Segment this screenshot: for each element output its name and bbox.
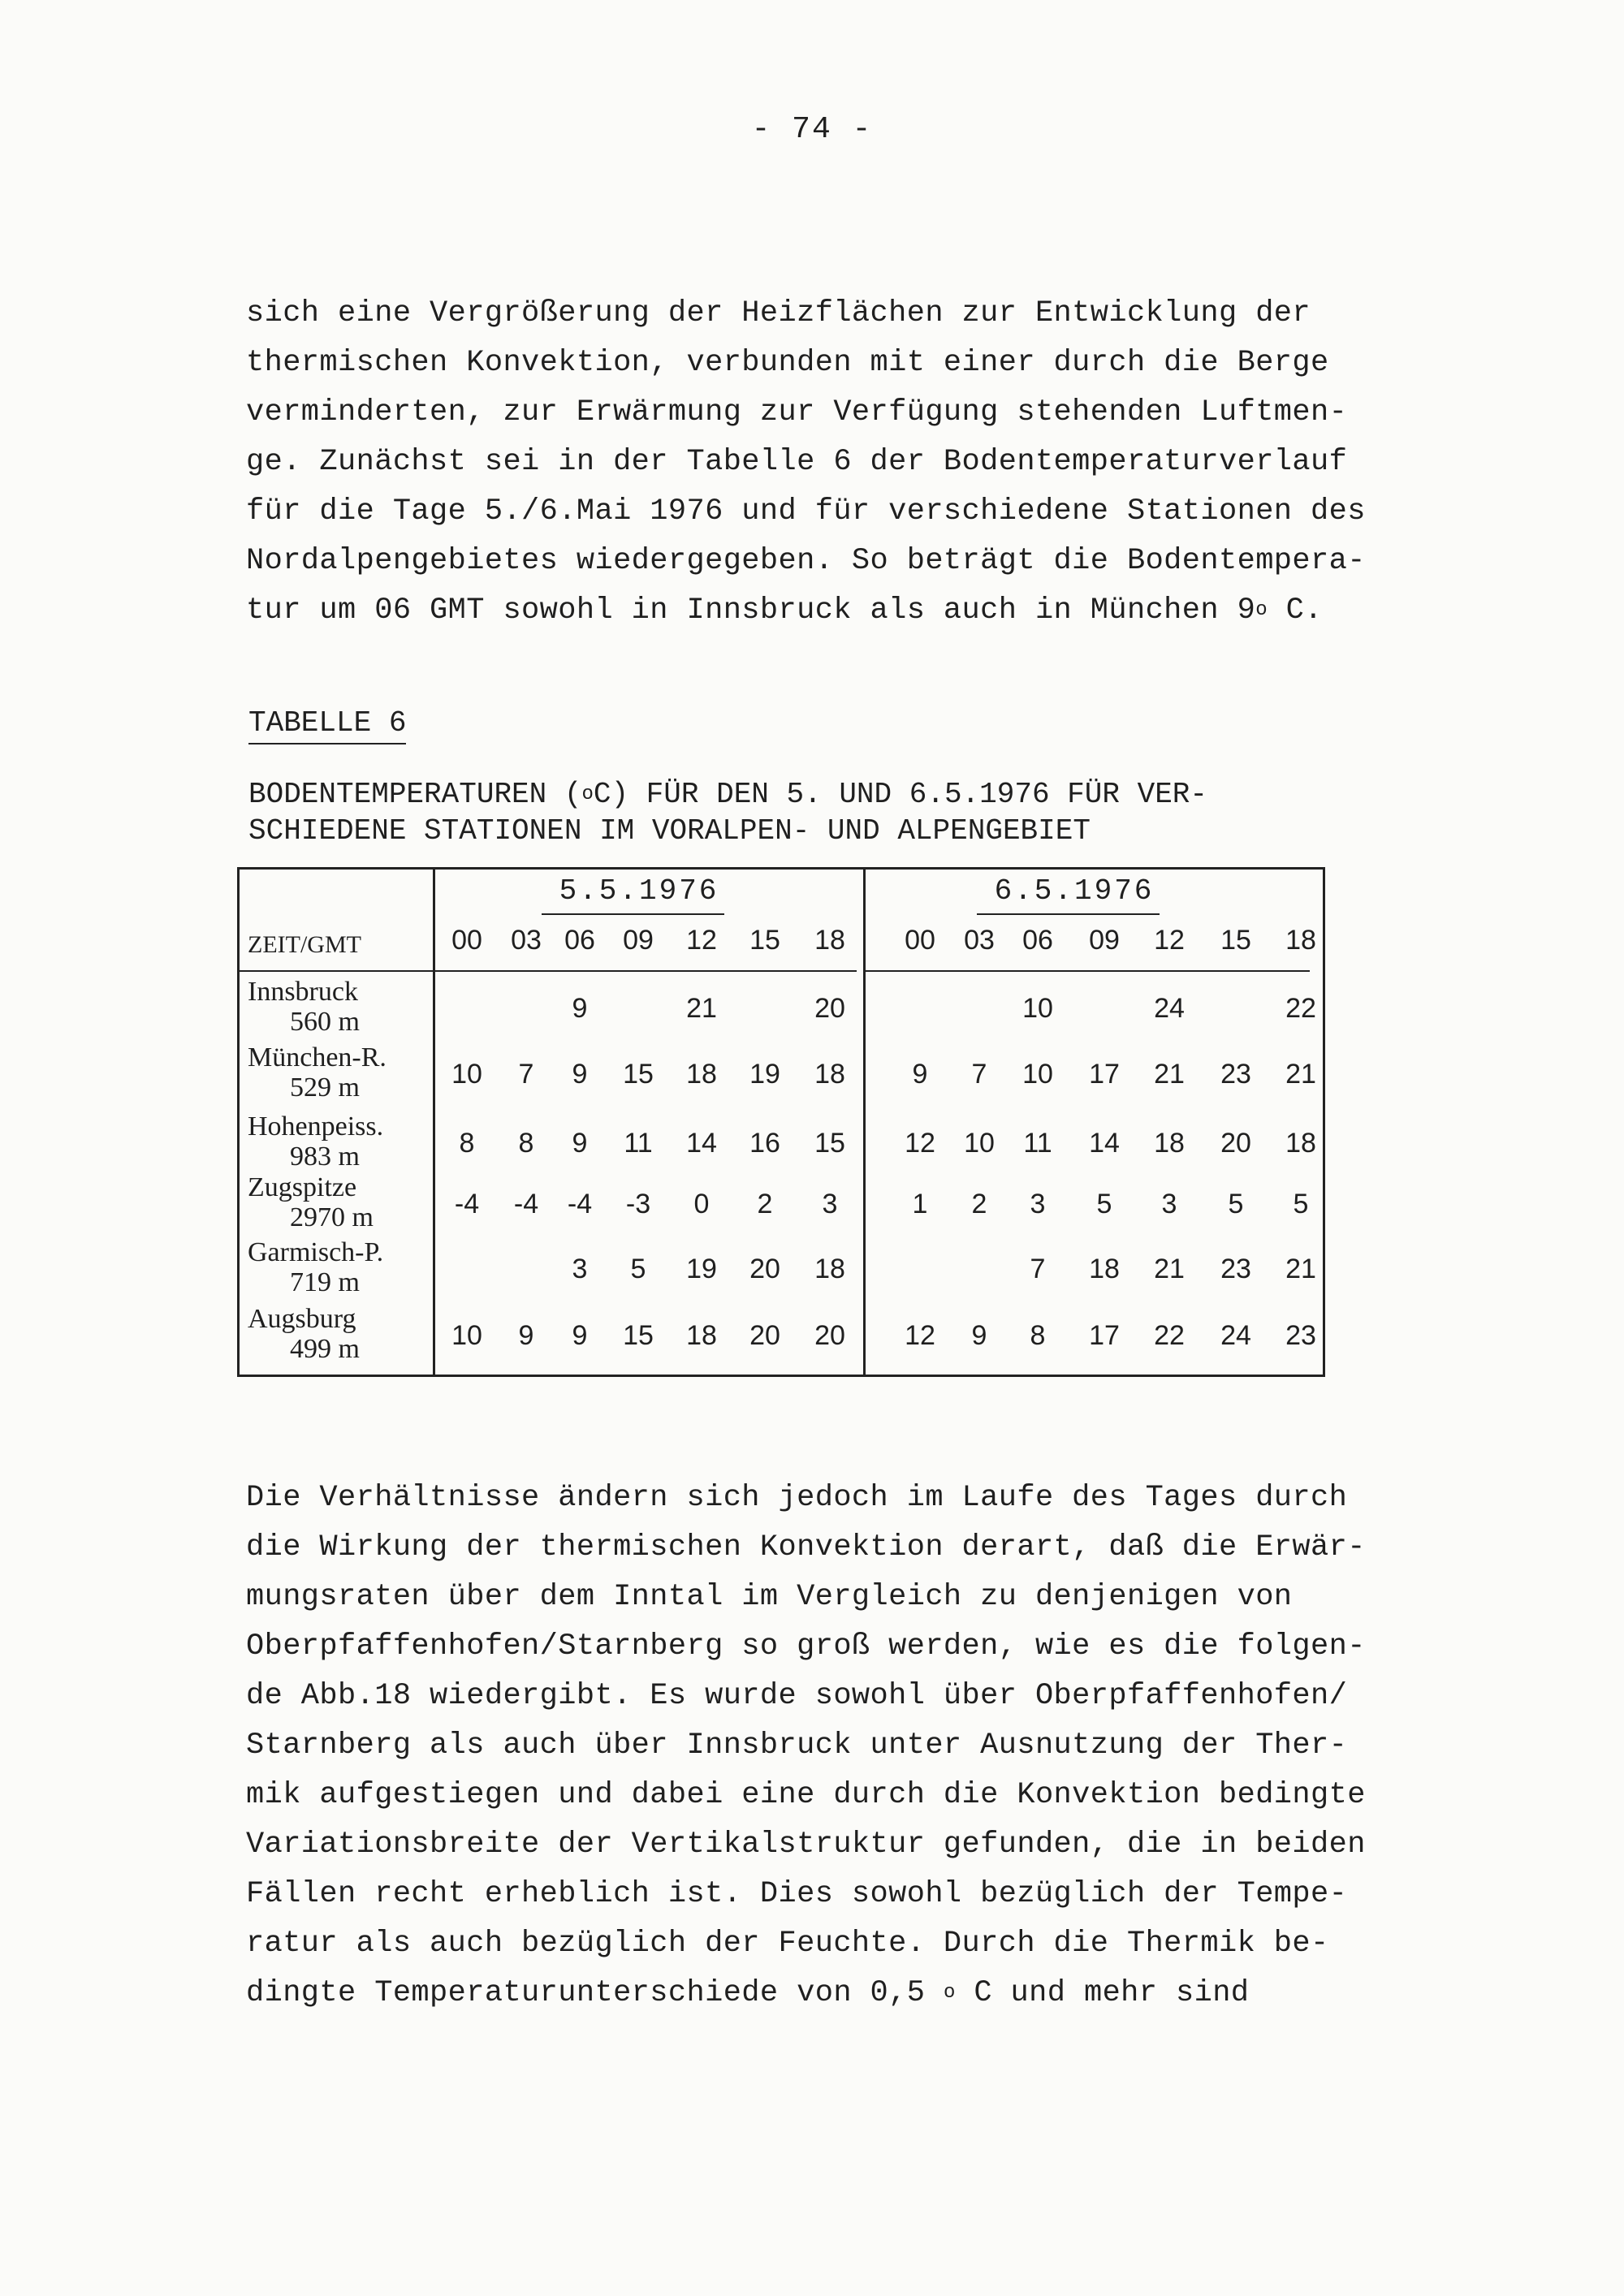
temperature-cell: 2 (757, 1189, 773, 1219)
temperature-cell: 20 (814, 993, 845, 1024)
text-line: verminderten, zur Erwärmung zur Verfügung stehenden Luftmen- (246, 395, 1348, 429)
station-name: München-R. (248, 1042, 387, 1072)
text-line: die Wirkung der thermischen Konvektion derart, daß die Erwär- (246, 1530, 1366, 1564)
table-label: TABELLE 6 (248, 706, 406, 744)
degree-superscript: o (943, 1982, 956, 2004)
text-line (246, 1969, 1464, 2018)
text-line (246, 586, 1464, 636)
table-title-line-1 (248, 778, 1207, 814)
temperature-cell: 18 (814, 1059, 845, 1090)
temperature-cell: 16 (749, 1128, 780, 1159)
temperature-cell: 1 (912, 1189, 928, 1219)
station-name: Augsburg (248, 1304, 356, 1334)
temperature-cell: 15 (623, 1059, 654, 1090)
temperature-cell: 18 (814, 1254, 845, 1284)
temperature-cell: 19 (686, 1254, 717, 1284)
date-underline (977, 913, 1160, 915)
temperature-cell: 12 (905, 1320, 935, 1351)
temperature-cell: 24 (1154, 993, 1185, 1024)
hour-header: 00 (451, 925, 482, 956)
text-fragment: C. (1268, 593, 1323, 628)
paragraph-2 (246, 1474, 1464, 2018)
temperature-cell: 18 (1154, 1128, 1185, 1159)
text-line: de Abb.18 wiedergibt. Es wurde sowohl über Oberpfaffenhofen/ (246, 1679, 1348, 1713)
temperature-cell: 15 (623, 1320, 654, 1351)
header-divider (865, 970, 1310, 972)
temperature-cell: 10 (451, 1320, 482, 1351)
station-name-cell (248, 1237, 430, 1297)
text-line: Die Verhältnisse ändern sich jedoch im Laufe des Tages durch (246, 1481, 1348, 1515)
text-fragment: dingte Temperaturunterschiede von 0,5 (246, 1976, 944, 2010)
temperature-cell: 8 (1030, 1320, 1046, 1351)
temperature-cell: 3 (1161, 1189, 1177, 1219)
temperature-cell: 21 (1154, 1254, 1185, 1284)
temperature-cell: 3 (572, 1254, 588, 1284)
hour-header: 12 (686, 925, 717, 956)
temperature-cell: 2 (971, 1189, 987, 1219)
text-line: Variationsbreite der Vertikalstruktur gefunden, die in beiden (246, 1828, 1366, 1862)
text-fragment: BODENTEMPERATUREN ( (248, 778, 582, 811)
paragraph-1 (246, 289, 1464, 636)
text-line: Starnberg als auch über Innsbruck unter Ausnutzung der Ther- (246, 1728, 1348, 1763)
station-name-cell (248, 1042, 430, 1103)
temperature-cell: 9 (912, 1059, 928, 1090)
temperature-cell: 20 (749, 1254, 780, 1284)
temperature-cell: 15 (814, 1128, 845, 1159)
station-name: Zugspitze (248, 1172, 357, 1202)
temperature-cell: 23 (1220, 1059, 1251, 1090)
text-line: ge. Zunächst sei in der Tabelle 6 der Bodentemperaturverlauf (246, 445, 1348, 479)
text-line: Fällen recht erheblich ist. Dies sowohl bezüglich der Tempe- (246, 1877, 1348, 1911)
temperature-cell: 20 (1220, 1128, 1251, 1159)
temperature-cell: 18 (1089, 1254, 1120, 1284)
header-divider (240, 970, 433, 972)
temperature-cell: 9 (572, 1320, 588, 1351)
temperature-cell: 7 (971, 1059, 987, 1090)
hour-header: 06 (564, 925, 595, 956)
temperature-cell: 8 (518, 1128, 534, 1159)
temperature-cell: 17 (1089, 1320, 1120, 1351)
text-fragment: tur um 06 GMT sowohl in Innsbruck als auch in München 9 (246, 593, 1256, 628)
hour-header: 18 (814, 925, 845, 956)
text-line: sich eine Vergrößerung der Heizflächen zur Entwicklung der (246, 296, 1311, 330)
temperature-cell: 11 (1023, 1128, 1052, 1159)
temperature-cell: 10 (1022, 1059, 1053, 1090)
station-altitude: 719 m (290, 1267, 360, 1297)
temperature-cell: 9 (971, 1320, 987, 1351)
station-altitude: 499 m (290, 1334, 360, 1364)
temperature-cell: 17 (1089, 1059, 1120, 1090)
temperature-cell: 9 (572, 1128, 588, 1159)
text-line: thermischen Konvektion, verbunden mit einer durch die Berge (246, 346, 1329, 380)
temperature-cell: 23 (1285, 1320, 1316, 1351)
temperature-cell: 18 (1285, 1128, 1316, 1159)
temperature-cell: 12 (905, 1128, 935, 1159)
hour-header: 12 (1154, 925, 1185, 956)
station-altitude: 560 m (290, 1007, 360, 1037)
station-name: Innsbruck (248, 977, 358, 1007)
column-divider (433, 870, 435, 1375)
hour-header: 09 (623, 925, 654, 956)
temperature-cell: 5 (1293, 1189, 1309, 1219)
station-name-cell (248, 1111, 430, 1172)
temperature-cell: 10 (451, 1059, 482, 1090)
station-name-cell (248, 1304, 430, 1364)
temperature-cell: 14 (1089, 1128, 1120, 1159)
temperature-cell: 21 (1285, 1254, 1316, 1284)
temperature-cell: 8 (459, 1128, 475, 1159)
temperature-cell: -3 (625, 1189, 651, 1219)
temperature-cell: -4 (513, 1189, 539, 1219)
time-header-label: ZEIT/GMT (248, 931, 361, 958)
station-altitude: 529 m (290, 1072, 360, 1103)
temperature-cell: 21 (1154, 1059, 1185, 1090)
temperature-cell: 3 (822, 1189, 838, 1219)
temperature-cell: 22 (1154, 1320, 1185, 1351)
temperature-cell: 24 (1220, 1320, 1251, 1351)
temperature-cell: 9 (518, 1320, 534, 1351)
temperature-cell: 10 (1022, 993, 1053, 1024)
table-title (248, 778, 1207, 848)
temperature-cell: 3 (1030, 1189, 1046, 1219)
text-line: ratur als auch bezüglich der Feuchte. Durch die Thermik be- (246, 1927, 1329, 1961)
page-number: - 74 - (751, 112, 873, 147)
text-fragment: C) FÜR DEN 5. UND 6.5.1976 FÜR VER- (593, 778, 1207, 811)
temperature-cell: 20 (749, 1320, 780, 1351)
temperature-cell: -4 (454, 1189, 480, 1219)
temperature-cell: 5 (1096, 1189, 1112, 1219)
degree-superscript: o (581, 783, 594, 805)
temperature-cell: 21 (1285, 1059, 1316, 1090)
station-name-cell (248, 1172, 430, 1232)
text-fragment: C und mehr sind (955, 1976, 1250, 2010)
temperature-table (237, 867, 1325, 1377)
date-header-day2: 6.5.1976 (994, 874, 1155, 908)
temperature-cell: 23 (1220, 1254, 1251, 1284)
temperature-cell: 21 (686, 993, 717, 1024)
station-altitude: 983 m (290, 1142, 360, 1172)
temperature-cell: 5 (1228, 1189, 1244, 1219)
text-line: mungsraten über dem Inntal im Vergleich zu denjenigen von (246, 1580, 1293, 1614)
temperature-cell: 22 (1285, 993, 1316, 1024)
hour-header: 06 (1022, 925, 1053, 956)
hour-header: 00 (905, 925, 935, 956)
text-line: Nordalpengebietes wiedergegeben. So beträgt die Bodentempera- (246, 544, 1366, 578)
temperature-cell: -4 (567, 1189, 593, 1219)
temperature-cell: 9 (572, 993, 588, 1024)
temperature-cell: 20 (814, 1320, 845, 1351)
station-name: Hohenpeiss. (248, 1111, 384, 1142)
hour-header: 18 (1285, 925, 1316, 956)
hour-header: 15 (1220, 925, 1251, 956)
degree-superscript: o (1255, 599, 1268, 621)
temperature-cell: 19 (749, 1059, 780, 1090)
table-title-line-2: SCHIEDENE STATIONEN IM VORALPEN- UND ALPENGEBIET (248, 814, 1091, 848)
temperature-cell: 14 (686, 1128, 717, 1159)
text-line: für die Tage 5./6.Mai 1976 und für verschiedene Stationen des (246, 494, 1366, 529)
temperature-cell: 7 (518, 1059, 534, 1090)
temperature-cell: 10 (964, 1128, 995, 1159)
date-header-day1: 5.5.1976 (559, 874, 719, 908)
temperature-cell: 9 (572, 1059, 588, 1090)
hour-header: 03 (511, 925, 542, 956)
header-divider (434, 970, 857, 972)
station-name: Garmisch-P. (248, 1237, 384, 1267)
temperature-cell: 18 (686, 1059, 717, 1090)
hour-header: 09 (1089, 925, 1120, 956)
temperature-cell: 11 (624, 1128, 653, 1159)
column-divider (863, 870, 866, 1375)
temperature-cell: 18 (686, 1320, 717, 1351)
station-altitude: 2970 m (290, 1202, 374, 1232)
hour-header: 03 (964, 925, 995, 956)
hour-header: 15 (749, 925, 780, 956)
text-line: Oberpfaffenhofen/Starnberg so groß werden, wie es die folgen- (246, 1629, 1366, 1664)
temperature-cell: 5 (630, 1254, 646, 1284)
temperature-cell: 7 (1030, 1254, 1046, 1284)
text-line: mik aufgestiegen und dabei eine durch die Konvektion bedingte (246, 1778, 1366, 1812)
temperature-cell: 0 (693, 1189, 710, 1219)
station-name-cell (248, 977, 430, 1037)
date-underline (542, 913, 724, 915)
